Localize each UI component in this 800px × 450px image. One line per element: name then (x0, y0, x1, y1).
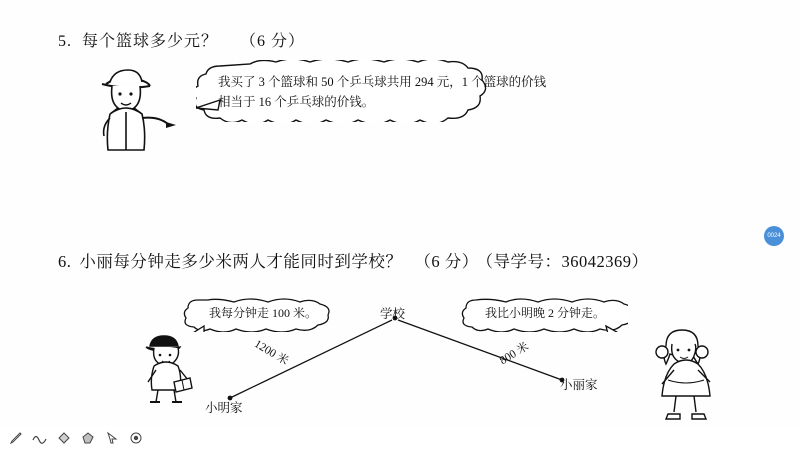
record-icon[interactable] (126, 429, 146, 447)
problem-5-heading (58, 28, 305, 51)
problem-6-title: 小丽每分钟走多少米两人才能同时到学校？ (79, 252, 403, 271)
problem-6-heading (58, 248, 649, 272)
problem-6-code: （导学号：36042369） (484, 252, 649, 271)
page-badge: 0024 (764, 226, 784, 246)
eraser-icon[interactable] (54, 429, 74, 447)
problem-6-right-speech-text: 我比小明晚 2 分钟走。 (484, 306, 605, 320)
problem-5-title: 每个篮球多少元？ (82, 33, 219, 50)
bottom-toolbar[interactable] (0, 426, 800, 450)
curve-icon[interactable] (30, 429, 50, 447)
man-pointing-illustration (92, 62, 182, 154)
label-xiaoli-home: 小丽家 (560, 378, 598, 392)
girl-illustration (650, 322, 724, 422)
highlighter-icon[interactable] (78, 429, 98, 447)
pen-icon[interactable] (6, 429, 26, 447)
problem-5-speech-text: 我买了 3 个篮球和 50 个乒乓球共用 294 元，1 个篮球的价钱相当于 16 个乒乓球的价钱。 (218, 75, 547, 109)
problem-6-score: （6 分） (414, 252, 479, 271)
problem-6-left-speech-text: 我每分钟走 100 米。 (208, 306, 317, 320)
cursor-icon[interactable] (102, 429, 122, 447)
label-xiaoming-home: 小明家 (205, 401, 243, 415)
problem-5-score: （6 分） (240, 33, 306, 50)
label-school: 学校 (380, 307, 406, 321)
problem-5-number: 5. (58, 33, 72, 50)
problem-5-speech-bubble (196, 60, 562, 122)
label-distance-right: 800 米 (497, 340, 531, 368)
boy-illustration (136, 330, 202, 404)
label-distance-left: 1200 米 (252, 338, 291, 368)
problem-6-number: 6. (58, 252, 72, 271)
